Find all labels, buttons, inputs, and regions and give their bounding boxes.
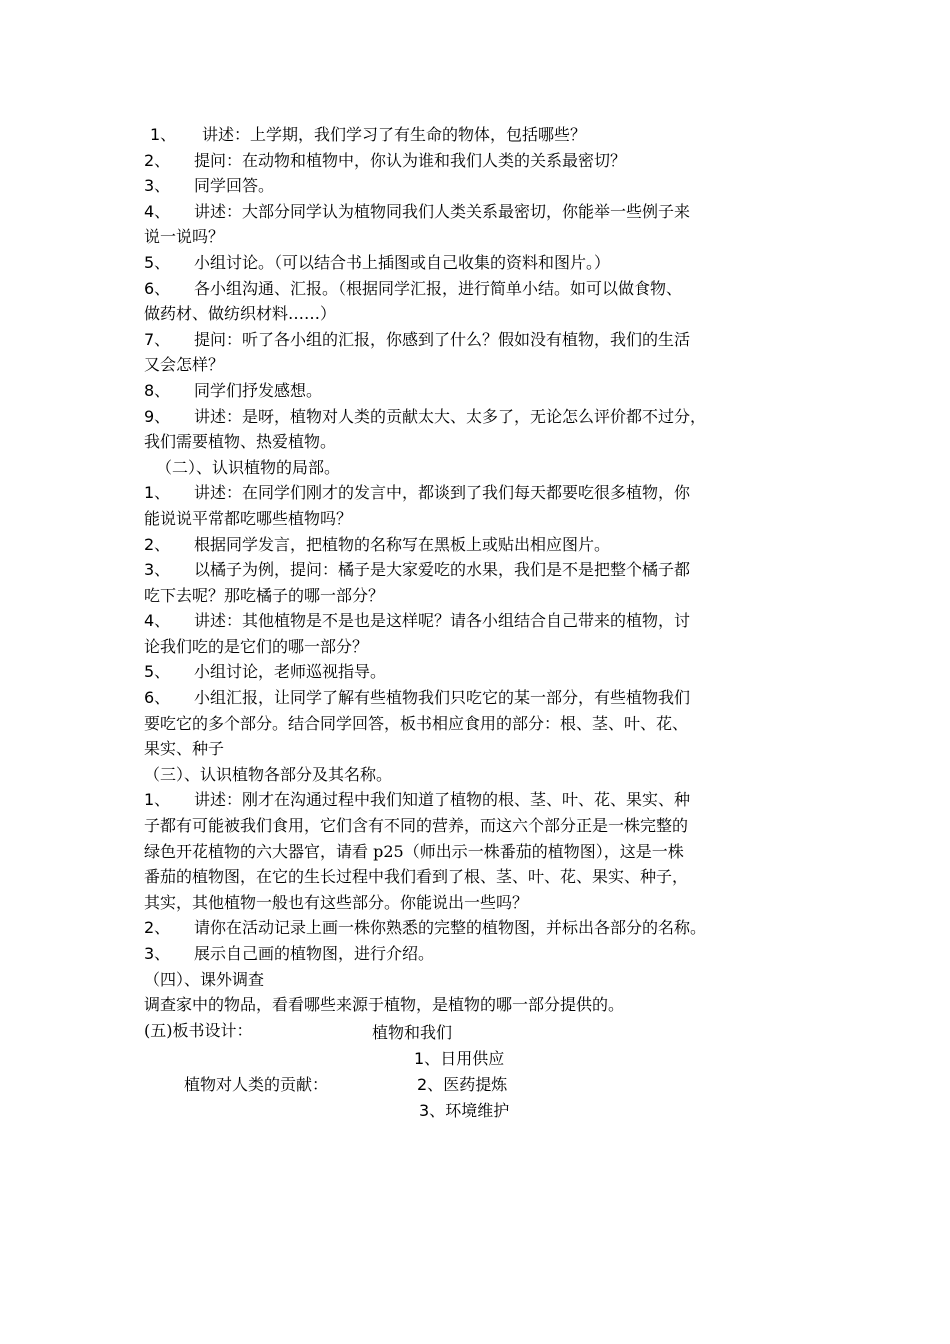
item-text: 要吃它的多个部分。结合同学回答，板书相应食用的部分：根、茎、叶、花、 [144, 713, 689, 733]
list-item-line [144, 352, 809, 378]
list-item-line [144, 532, 809, 558]
list-item-line [144, 224, 809, 250]
item-text: 说一说吗？ [144, 227, 225, 247]
list-item-line [144, 148, 809, 174]
section-one-list [144, 122, 809, 455]
board-item [419, 1098, 509, 1121]
item-text: 请你在活动记录上画一株你熟悉的完整的植物图，并标出各部分的名称。 [194, 918, 707, 938]
list-item-line [144, 199, 809, 225]
list-item-line [144, 327, 809, 353]
item-text: 番茄的植物图，在它的生长过程中我们看到了根、茎、叶、花、果实、种子， [144, 867, 689, 887]
list-item-line [144, 736, 809, 762]
list-item-line [144, 557, 809, 583]
survey-text: 调查家中的物品，看看哪些来源于植物，是植物的哪一部分提供的。 [144, 995, 625, 1015]
item-text: 又会怎样？ [144, 355, 225, 375]
item-number: 3、 [144, 176, 171, 196]
item-number: 1、 [144, 790, 171, 810]
board-item-number: 1、 [414, 1049, 441, 1068]
item-number: 6、 [144, 688, 171, 708]
heading-three: （三）、认识植物各部分及其名称。 [144, 764, 393, 784]
item-text: 讲述：是呀，植物对人类的贡献太大、太多了，无论怎么评价都不过分， [194, 406, 707, 426]
lesson-plan-body [144, 122, 809, 1043]
board-item-text: 环境维护 [445, 1101, 510, 1120]
heading-five: (五)板书设计： [144, 1020, 253, 1040]
board-item-number: 3、 [419, 1101, 446, 1120]
board-design [144, 1020, 809, 1130]
item-text: 其实，其他植物一般也有这些部分。你能说出一些吗？ [144, 892, 529, 912]
board-item-text: 日用供应 [440, 1049, 505, 1068]
item-text: 提问：在动物和植物中，你认为谁和我们人类的关系最密切？ [194, 150, 627, 170]
item-number: 5、 [144, 662, 171, 682]
list-item-line [144, 839, 809, 865]
item-text: 以橘子为例，提问：橘子是大家爱吃的水果，我们是不是把整个橘子都 [194, 560, 691, 580]
item-text: 小组讨论。（可以结合书上插图或自己收集的资料和图片。） [194, 252, 611, 272]
item-text: 同学回答。 [194, 176, 275, 196]
item-text: 小组汇报，让同学了解有些植物我们只吃它的某一部分，有些植物我们 [194, 688, 691, 708]
item-text: 各小组沟通、汇报。（根据同学汇报，进行简单小结。如可以做食物、 [194, 278, 683, 298]
board-item [414, 1046, 504, 1069]
list-item-line [144, 685, 809, 711]
list-item-line [144, 583, 809, 609]
item-text: 讲述：大部分同学认为植物同我们人类关系最密切，你能举一些例子来 [194, 201, 691, 221]
item-text: 我们需要植物、热爱植物。 [144, 432, 337, 452]
item-text: 提问：听了各小组的汇报，你感到了什么？假如没有植物，我们的生活 [194, 329, 691, 349]
list-item-line [144, 404, 809, 430]
item-number: 5、 [144, 252, 171, 272]
item-text: 讲述：在同学们刚才的发言中，都谈到了我们每天都要吃很多植物，你 [194, 483, 691, 503]
item-text: 同学们抒发感想。 [194, 380, 323, 400]
item-number: 2、 [144, 150, 171, 170]
board-item [417, 1072, 507, 1095]
list-item-line [144, 250, 809, 276]
list-item-line [144, 506, 809, 532]
list-item-line [144, 122, 809, 148]
list-item-line [144, 915, 809, 941]
item-text: 讲述：刚才在沟通过程中我们知道了植物的根、茎、叶、花、果实、种 [194, 790, 691, 810]
item-text: 果实、种子 [144, 739, 225, 759]
item-number: 3、 [144, 944, 171, 963]
list-item-line [144, 429, 809, 455]
item-text: 做药材、做纺织材料……） [144, 304, 337, 324]
item-text: 能说说平常都吃哪些植物吗？ [144, 508, 353, 528]
item-text: 子都有可能被我们食用，它们含有不同的营养，而这六个部分正是一株完整的 [144, 816, 689, 836]
item-text: 讲述：其他植物是不是也是这样呢？请各小组结合自己带来的植物，讨 [194, 611, 691, 631]
item-number: 3、 [144, 560, 171, 580]
list-item-line [144, 276, 809, 302]
item-number: 1、 [144, 483, 171, 503]
list-item-line [144, 659, 809, 685]
heading-four: （四）、课外调查 [144, 969, 265, 989]
item-text: 论我们吃的是它们的哪一部分？ [144, 636, 369, 656]
list-item-line [144, 711, 809, 737]
item-number: 2、 [144, 534, 171, 554]
list-item-line [144, 173, 809, 199]
list-item-line [144, 480, 809, 506]
item-number: 4、 [144, 201, 171, 221]
list-item-line [144, 301, 809, 327]
item-number: 4、 [144, 611, 171, 631]
list-item-line [144, 608, 809, 634]
list-item-line [144, 890, 809, 916]
item-number: 6、 [144, 278, 171, 298]
item-number: 9、 [144, 406, 171, 426]
heading-two: （二）、认识植物的局部。 [156, 457, 341, 477]
list-item-line [144, 634, 809, 660]
list-item-line [144, 787, 809, 813]
item-text: 吃下去呢？那吃橘子的哪一部分？ [144, 585, 385, 605]
board-label: 植物对人类的贡献： [184, 1075, 329, 1094]
item-number: 8、 [144, 380, 171, 400]
item-number: 1、 [150, 125, 177, 144]
item-text: 展示自己画的植物图，进行介绍。 [194, 944, 435, 963]
item-number: 7、 [144, 329, 171, 349]
board-item-number: 2、 [417, 1075, 444, 1094]
board-title: 植物和我们 [372, 1023, 453, 1042]
list-item-line [144, 813, 809, 839]
list-item-line [144, 941, 809, 967]
section-two-list [144, 480, 809, 762]
item-text: 讲述：上学期，我们学习了有生命的物体，包括哪些？ [202, 125, 587, 144]
section-three-list [144, 787, 809, 966]
item-text: 绿色开花植物的六大器官，请看 p25（师出示一株番茄的植物图），这是一株 [144, 841, 684, 861]
item-number: 2、 [144, 918, 171, 938]
item-text: 小组讨论，老师巡视指导。 [194, 662, 387, 682]
list-item-line [144, 378, 809, 404]
item-text: 根据同学发言，把植物的名称写在黑板上或贴出相应图片。 [194, 534, 611, 554]
board-item-text: 医药提炼 [443, 1075, 508, 1094]
list-item-line [144, 864, 809, 890]
